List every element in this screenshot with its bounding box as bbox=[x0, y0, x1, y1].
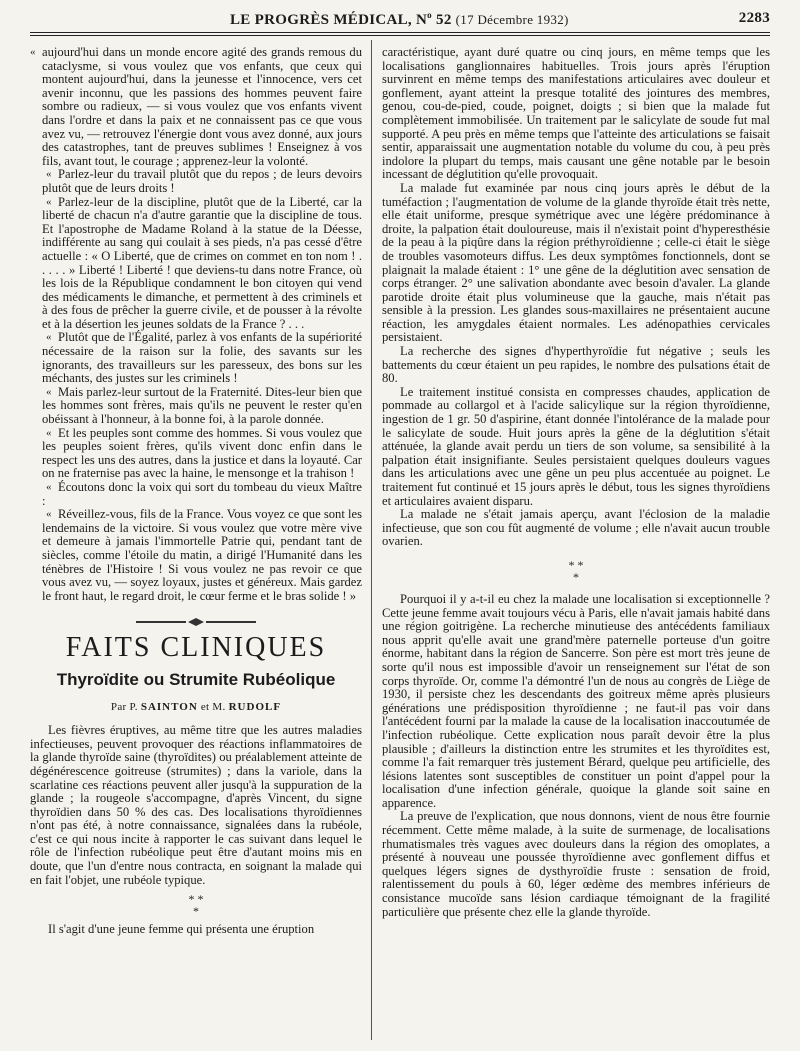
body-paragraph: La recherche des signes d'hyperthyroïdie fut négative ; seuls les battements du cœur étaient un peu rapides, le nombre des pulsations était de 80. bbox=[382, 344, 770, 386]
running-header bbox=[30, 8, 770, 30]
quote-paragraph: « Écoutons donc la voix qui sort du tombeau du vieux Maître : bbox=[30, 481, 362, 508]
quote-paragraph: « Parlez-leur du travail plutôt que du repos ; de leurs devoirs plutôt que de leurs droits ! bbox=[30, 168, 362, 195]
body-paragraph: Les fièvres éruptives, au même titre que les autres maladies infectieuses, peuvent provoquer des réactions inflammatoires de la glande thyroïde saine (thyroïdites) ou préalablement atteinte de dégénérescence goitreuse (strumites) ; dans la variole, dans la scarlatine ces réactions peuvent aller jusqu'à la suppuration de la glande ; la rougeole s'accompagne, d'après Vincent, du signe thyroïdien dans 50 % des cas. Des localisations thyroïdiennes n'ont pas été, à notre connaissance, signalées dans la rubéole, c'est ce qui nous incite à rapporter le cas suivant dans lequel le rôle de l'infection rubéolique peut être d'autant moins mis en doute, que l'un d'entre nous contracta, en soignant la malade qui en fait l'objet, une rubéole typique. bbox=[30, 723, 362, 887]
byline-conjunction: et M. bbox=[197, 700, 229, 713]
journal-title bbox=[230, 10, 569, 29]
column-divider bbox=[371, 40, 372, 1040]
right-column bbox=[382, 46, 770, 919]
quote-paragraph: « Réveillez-vous, fils de la France. Vous voyez ce que sont les lendemains de la victoire. Si vous voulez que votre mère vive et demeure à jamais l'immortelle Patrie qui, pendant tant de siècles, comme l'étoile du matin, a dirigé l'Humanité dans les ténèbres de l'Histoire ! Si vous voulez ne pas revoir ce que vous avez vu, — soyez loyaux, justes et généreux. Mais gardez le front haut, le regard droit, le cœur ferme et le bras solide ! » bbox=[30, 508, 362, 603]
left-column bbox=[30, 46, 362, 937]
journal-name: LE PROGRÈS MÉDICAL, N bbox=[230, 12, 428, 28]
byline-prefix: Par P. bbox=[110, 700, 141, 713]
author-name: SAINTON bbox=[140, 700, 198, 713]
header-rule bbox=[30, 32, 770, 33]
quote-paragraph: « Plutôt que de l'Égalité, parlez à vos enfants de la supériorité nécessaire de la raison sur la folie, des savants sur les ignorants, des travailleurs sur les paresseux, des bons sur les méchants, des justes sur les criminels ! bbox=[30, 331, 362, 385]
author-name: RUDOLF bbox=[228, 700, 282, 713]
body-paragraph: Le traitement institué consista en compresses chaudes, application de pommade au collargol et à l'acide salicylique sur la région thyroïdienne, ingestion de 1 gr. 50 d'aspirine, étant donnée l'intolérance de la malade pour le salicylate de soude. Huit jours après la gêne de la déglutition s'était atténuée, la glande avait perdu un tiers de son volume, sa sensibilité à la palpation était insignifiante. Seules persistaient quelques douleurs vagues dans les articulations avec une gêne un peu plus accentuée au poignet. Le traitement fut continué et 15 jours après le début, tous les signes thyroïdiens et articulaires avaient disparu. bbox=[382, 384, 770, 508]
issue-date: (17 Décembre 1932) bbox=[455, 12, 569, 27]
number-superscript: o bbox=[427, 10, 432, 20]
section-title: FAITS CLINIQUES bbox=[65, 632, 327, 664]
body-paragraph: Pourquoi il y a-t-il eu chez la malade une localisation si exceptionnelle ? Cette jeune femme avait toujours vécu à Paris, elle n'avait jamais habité dans une région goitrigène. La recherche minutieuse des antécédents familiaux nous apprit qu'elle avait une grand'mère paternelle porteuse d'un goitre énorme, habitant dans la région de Sancerre. Son père est mort très jeune de sorte qu'il nous est impossible d'avoir un renseignement sur l'état de son corps thyroïde. Or, comme l'a démontré l'un de nous au congrès de Liège de 1930, il persiste chez les descendants des goitreux même après plusieurs générations une prédisposition thyroïdienne ; ne faut-il pas voir dans l'antécédent fourni par la malade la cause de la localisation inaccoutumée de l'infection rubéolique. Cette explication nous paraît devoir être la plus plausible ; d'ailleurs la distinction entre les strumites et les thyroïdites est, comme l'a fait remarquer très justement Bérard, quelque peu artificielle, des lésions latentes sont susceptibles de constituer un point d'appel pour la localisation d'une infection générale, quoique la glande soit saine en apparence. bbox=[382, 591, 770, 810]
quote-paragraph: « aujourd'hui dans un monde encore agité des grands remous du cataclysme, si vous voulez que vos enfants, que ceux qui montent aujourd'hui, dans la jeunesse et l'innocence, vers cet avenir inconnu, que les passions des hommes peuvent faire sombre ou radieux, — si vous voulez que vos enfants vivent dans l'ordre et dans la paix et ne connaissent pas ce que vous avez vu, — retrouvez l'énergie dont vous avez donné, aux jours des catastrophes, tant de preuves sublimes ! Enseignez à vos fils, avant tout, le courage ; apprenez-leur la volonté. bbox=[30, 46, 362, 168]
asterism: * * * bbox=[188, 892, 204, 919]
ornament-flourish bbox=[136, 617, 256, 627]
issue-number: 52 bbox=[431, 12, 456, 28]
quote-paragraph: « Parlez-leur de la discipline, plutôt que de la Liberté, car la liberté de chacun n'a d'autre garantie que la discipline de tous. Et l'apostrophe de Madame Roland à la statue de la Déesse, indifférente au sang qui coulait à ses pieds, n'a pas cessé d'être actuelle : « O Liberté, que de crimes on commet en ton nom ! . . . . . » Liberté ! Liberté ! que deviens-tu dans notre France, où les lois de la République condamnent le bon citoyen qui vend des médicaments le dimanche, et permettent à des criminels et à des fous de prêcher la guerre civile, et de pousser à la révolte et à la désertion les jeunes soldats de la France ? . . . bbox=[30, 196, 362, 332]
page-number: 2283 bbox=[738, 10, 770, 26]
quotation-block bbox=[30, 46, 362, 603]
body-paragraph: La malade ne s'était jamais aperçu, avant l'éclosion de la maladie infectieuse, que son cou fût augmenté de volume ; elle n'avait aucun trouble ovarien. bbox=[382, 507, 770, 549]
quote-paragraph: « Mais parlez-leur surtout de la Fraternité. Dites-leur bien que les hommes sont frères, mais qu'ils ne peuvent le rester qu'en obéissant à l'honneur, à la bonne foi, à la parole donnée. bbox=[30, 386, 362, 427]
body-paragraph: La malade fut examinée par nous cinq jours après le début de la tuméfaction ; l'augmentation de volume de la glande thyroïde était très nette, elle était uniforme, presque symétrique avec une légère prédominance à droite, la palpation était douloureuse, mais il n'existait point d'hyperesthésie de la peau à la piqûre dans la région préthyroïdienne ; celle-ci était le siège de troubles vasomoteurs diffus. Les deux symptômes fonctionnels, dont se plaignait la malade étaient : 1° une gêne de la déglutition avec sensation de corps étranger. 2° une salivation abondante avec besoin d'avaler. La glande parotide droite était plus volumineuse que la gauche, mais n'était pas sensible à la pression. Les glandes sous-maxillaires ne présentaient aucune réaction, les amygdales étaient normales. Les adénopathies cervicales persistaient. bbox=[382, 180, 770, 345]
header-rule-2 bbox=[30, 35, 770, 36]
byline bbox=[30, 701, 362, 715]
quote-paragraph: « Et les peuples sont comme des hommes. Si vous voulez que les peuples soient frères, qu'ils vivent donc enfin dans le respect les uns des autres, dans la justice et dans la loyauté. Car on ne fraternise pas avec la haine, le mensonge et la trahison ! bbox=[30, 427, 362, 481]
section-ornament bbox=[30, 617, 362, 627]
asterism: * * * bbox=[568, 557, 584, 584]
body-paragraph: La preuve de l'explication, que nous donnons, vient de nous être fournie récemment. Cette même malade, à la suite de surmenage, de localisations rhumatismales très vagues avec douleurs dans la région des omoplates, a présenté à nouveau une poussée thyroïdienne avec gonflement diffus et quelques légers signes de dysthyroïdie fruste : sensation de froid, ralentissement du pouls à 60, léger œdème des membres inférieurs de consistance mucoïde sans lésion cardiaque témoignant de la fragilité particulière que présente chez elle la glande thyroïde. bbox=[382, 809, 770, 919]
body-paragraph: caractéristique, ayant duré quatre ou cinq jours, en même temps que les localisations ganglionnaires habituelles. Trois jours après l'éruption survinrent en même temps des manifestations articulaires avec douleur et gonflement, ayant atteint la presque totalité des jointures des membres, genou, cou-de-pied, coude, poignet, doigts ; si bien que la malade fut complètement immobilisée. Un traitement par le salicylate de soude fut mal supporté. A peu près en même temps que l'atteinte des articulations se faisait sentir, apparaissait une augmentation notable du volume du cou, à peu près indolore la plupart du temps, mais causant une gêne notable par le besoin incessant de déglutition qu'elle provoquait. bbox=[382, 45, 770, 182]
body-paragraph: Il s'agit d'une jeune femme qui présenta une éruption bbox=[48, 922, 315, 937]
article-title: Thyroïdite ou Strumite Rubéolique bbox=[56, 669, 336, 689]
